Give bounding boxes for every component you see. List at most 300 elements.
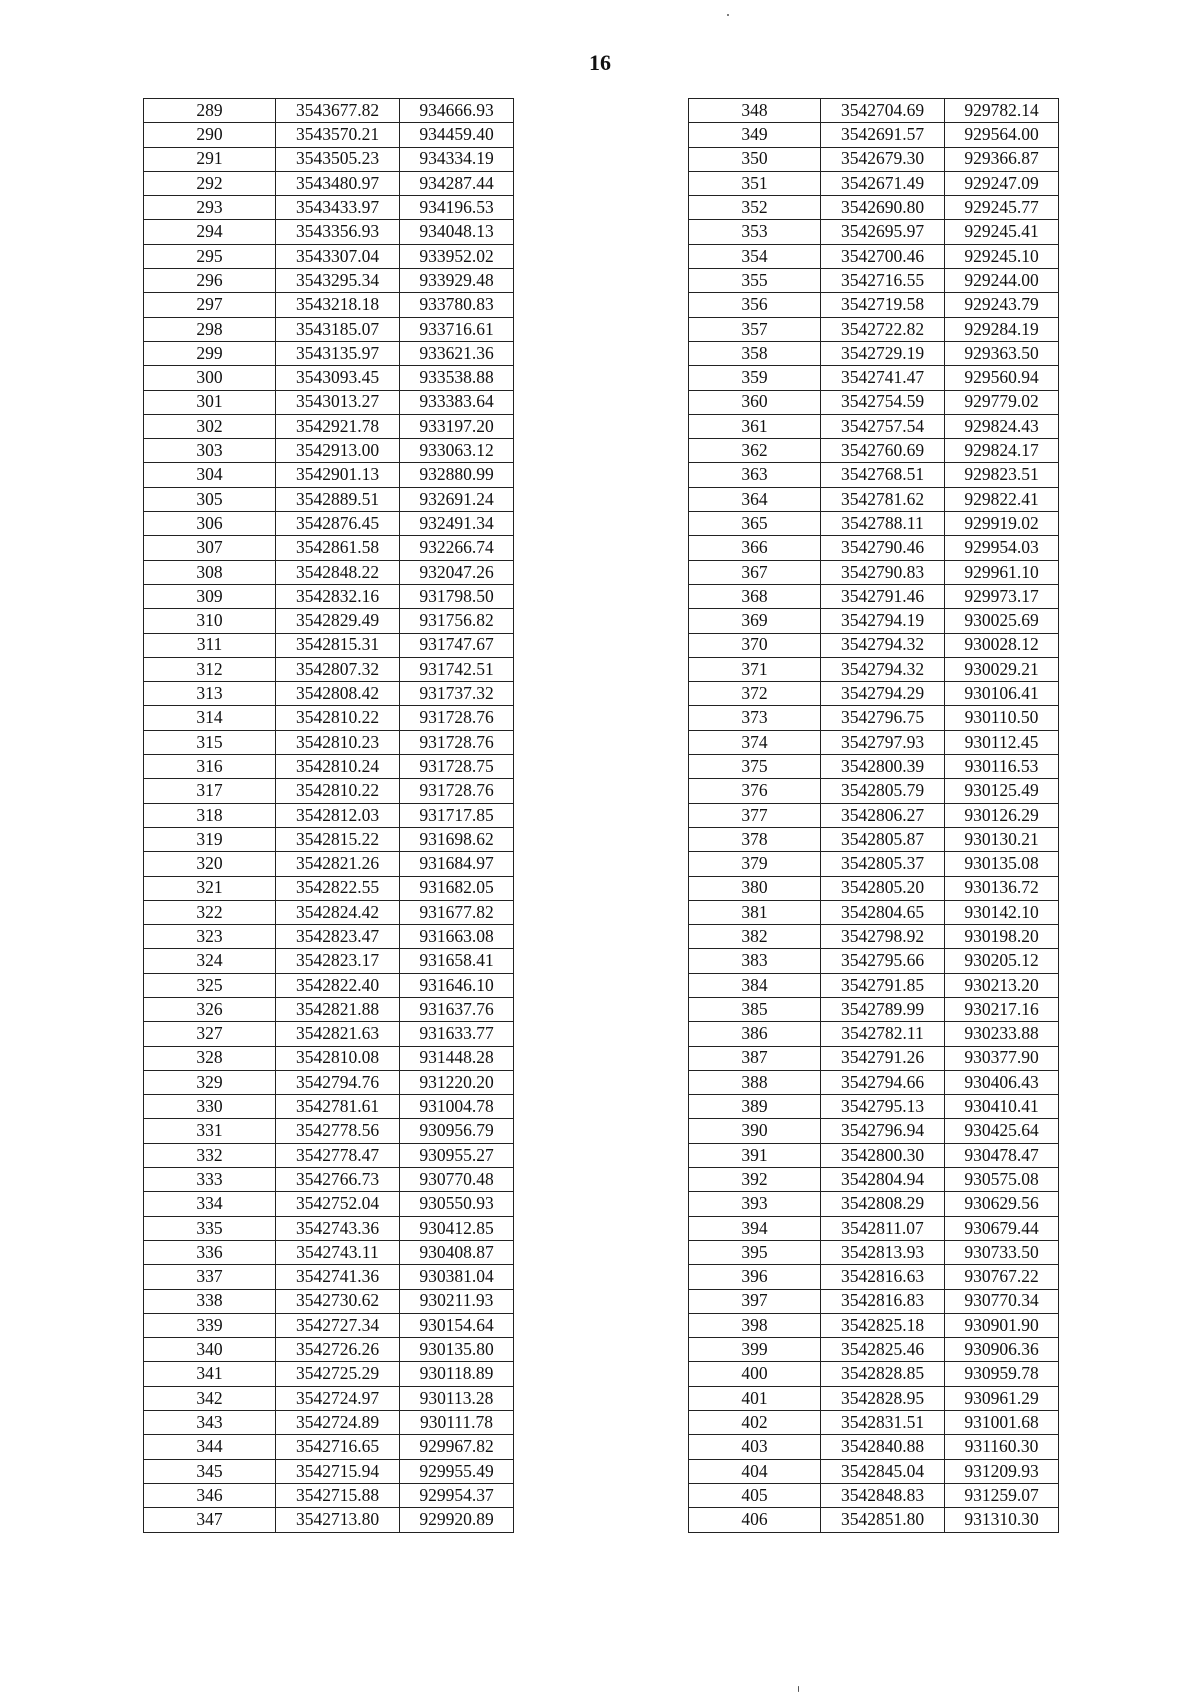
y-coordinate-cell: 931633.77 xyxy=(400,1022,514,1046)
x-coordinate-cell: 3542791.26 xyxy=(821,1046,945,1070)
y-coordinate-cell: 930901.90 xyxy=(945,1313,1059,1337)
y-coordinate-cell: 931728.76 xyxy=(400,706,514,730)
point-number-cell: 336 xyxy=(144,1240,276,1264)
table-row xyxy=(689,1192,1059,1216)
x-coordinate-cell: 3542716.65 xyxy=(276,1435,400,1459)
point-number-cell: 403 xyxy=(689,1435,821,1459)
point-number-cell: 337 xyxy=(144,1265,276,1289)
y-coordinate-cell: 933538.88 xyxy=(400,366,514,390)
point-number-cell: 389 xyxy=(689,1095,821,1119)
point-number-cell: 294 xyxy=(144,220,276,244)
x-coordinate-cell: 3542824.42 xyxy=(276,900,400,924)
table-row xyxy=(144,1289,514,1313)
point-number-cell: 293 xyxy=(144,196,276,220)
y-coordinate-cell: 930025.69 xyxy=(945,609,1059,633)
y-coordinate-cell: 930211.93 xyxy=(400,1289,514,1313)
table-row xyxy=(144,973,514,997)
point-number-cell: 351 xyxy=(689,171,821,195)
table-row xyxy=(144,463,514,487)
table-row xyxy=(689,876,1059,900)
x-coordinate-cell: 3542810.08 xyxy=(276,1046,400,1070)
x-coordinate-cell: 3542815.31 xyxy=(276,633,400,657)
table-row xyxy=(689,1459,1059,1483)
y-coordinate-cell: 930961.29 xyxy=(945,1386,1059,1410)
point-number-cell: 395 xyxy=(689,1240,821,1264)
x-coordinate-cell: 3542901.13 xyxy=(276,463,400,487)
y-coordinate-cell: 932491.34 xyxy=(400,512,514,536)
point-number-cell: 341 xyxy=(144,1362,276,1386)
y-coordinate-cell: 931698.62 xyxy=(400,827,514,851)
y-coordinate-cell: 931160.30 xyxy=(945,1435,1059,1459)
y-coordinate-cell: 930412.85 xyxy=(400,1216,514,1240)
table-row xyxy=(689,463,1059,487)
y-coordinate-cell: 933383.64 xyxy=(400,390,514,414)
y-coordinate-cell: 930408.87 xyxy=(400,1240,514,1264)
y-coordinate-cell: 929366.87 xyxy=(945,147,1059,171)
table-row xyxy=(689,1386,1059,1410)
y-coordinate-cell: 930154.64 xyxy=(400,1313,514,1337)
point-number-cell: 347 xyxy=(144,1508,276,1532)
x-coordinate-cell: 3542760.69 xyxy=(821,439,945,463)
table-row xyxy=(144,876,514,900)
table-row xyxy=(689,390,1059,414)
x-coordinate-cell: 3542805.37 xyxy=(821,852,945,876)
point-number-cell: 376 xyxy=(689,779,821,803)
x-coordinate-cell: 3542754.59 xyxy=(821,390,945,414)
point-number-cell: 345 xyxy=(144,1459,276,1483)
y-coordinate-cell: 930198.20 xyxy=(945,925,1059,949)
y-coordinate-cell: 930425.64 xyxy=(945,1119,1059,1143)
point-number-cell: 318 xyxy=(144,803,276,827)
point-number-cell: 327 xyxy=(144,1022,276,1046)
x-coordinate-cell: 3542791.46 xyxy=(821,584,945,608)
y-coordinate-cell: 930125.49 xyxy=(945,779,1059,803)
y-coordinate-cell: 930112.45 xyxy=(945,730,1059,754)
table-row xyxy=(689,852,1059,876)
point-number-cell: 311 xyxy=(144,633,276,657)
table-row xyxy=(689,1070,1059,1094)
x-coordinate-cell: 3542798.92 xyxy=(821,925,945,949)
table-row xyxy=(689,366,1059,390)
y-coordinate-cell: 930028.12 xyxy=(945,633,1059,657)
y-coordinate-cell: 932266.74 xyxy=(400,536,514,560)
y-coordinate-cell: 929247.09 xyxy=(945,171,1059,195)
x-coordinate-cell: 3542812.03 xyxy=(276,803,400,827)
y-coordinate-cell: 930135.08 xyxy=(945,852,1059,876)
point-number-cell: 310 xyxy=(144,609,276,633)
y-coordinate-cell: 933197.20 xyxy=(400,414,514,438)
table-row xyxy=(689,682,1059,706)
point-number-cell: 309 xyxy=(144,584,276,608)
x-coordinate-cell: 3542845.04 xyxy=(821,1459,945,1483)
point-number-cell: 400 xyxy=(689,1362,821,1386)
y-coordinate-cell: 931259.07 xyxy=(945,1483,1059,1507)
table-row xyxy=(689,99,1059,123)
y-coordinate-cell: 930213.20 xyxy=(945,973,1059,997)
point-number-cell: 289 xyxy=(144,99,276,123)
point-number-cell: 385 xyxy=(689,997,821,1021)
x-coordinate-cell: 3542823.47 xyxy=(276,925,400,949)
x-coordinate-cell: 3542726.26 xyxy=(276,1338,400,1362)
table-row xyxy=(144,99,514,123)
y-coordinate-cell: 933780.83 xyxy=(400,293,514,317)
table-row xyxy=(689,706,1059,730)
y-coordinate-cell: 933929.48 xyxy=(400,269,514,293)
table-row xyxy=(144,123,514,147)
table-row xyxy=(144,1338,514,1362)
x-coordinate-cell: 3542788.11 xyxy=(821,512,945,536)
x-coordinate-cell: 3542741.36 xyxy=(276,1265,400,1289)
table-row xyxy=(689,1046,1059,1070)
point-number-cell: 398 xyxy=(689,1313,821,1337)
y-coordinate-cell: 929779.02 xyxy=(945,390,1059,414)
table-row xyxy=(689,1411,1059,1435)
point-number-cell: 348 xyxy=(689,99,821,123)
y-coordinate-cell: 930770.34 xyxy=(945,1289,1059,1313)
y-coordinate-cell: 929920.89 xyxy=(400,1508,514,1532)
point-number-cell: 390 xyxy=(689,1119,821,1143)
x-coordinate-cell: 3542810.22 xyxy=(276,706,400,730)
table-row xyxy=(144,900,514,924)
x-coordinate-cell: 3542727.34 xyxy=(276,1313,400,1337)
table-row xyxy=(689,487,1059,511)
y-coordinate-cell: 929973.17 xyxy=(945,584,1059,608)
table-row xyxy=(144,949,514,973)
x-coordinate-cell: 3542825.18 xyxy=(821,1313,945,1337)
point-number-cell: 291 xyxy=(144,147,276,171)
x-coordinate-cell: 3542715.88 xyxy=(276,1483,400,1507)
y-coordinate-cell: 931448.28 xyxy=(400,1046,514,1070)
x-coordinate-cell: 3543480.97 xyxy=(276,171,400,195)
y-coordinate-cell: 934334.19 xyxy=(400,147,514,171)
point-number-cell: 332 xyxy=(144,1143,276,1167)
table-row xyxy=(144,1070,514,1094)
table-row xyxy=(144,220,514,244)
table-row xyxy=(144,1022,514,1046)
point-number-cell: 361 xyxy=(689,414,821,438)
y-coordinate-cell: 934459.40 xyxy=(400,123,514,147)
x-coordinate-cell: 3542781.62 xyxy=(821,487,945,511)
x-coordinate-cell: 3542804.94 xyxy=(821,1168,945,1192)
point-number-cell: 380 xyxy=(689,876,821,900)
x-coordinate-cell: 3542804.65 xyxy=(821,900,945,924)
page-number: 16 xyxy=(589,50,611,75)
x-coordinate-cell: 3542813.93 xyxy=(821,1240,945,1264)
y-coordinate-cell: 930205.12 xyxy=(945,949,1059,973)
x-coordinate-cell: 3542790.83 xyxy=(821,560,945,584)
x-coordinate-cell: 3542810.23 xyxy=(276,730,400,754)
x-coordinate-cell: 3542848.22 xyxy=(276,560,400,584)
x-coordinate-cell: 3542695.97 xyxy=(821,220,945,244)
table-row xyxy=(689,1338,1059,1362)
point-number-cell: 297 xyxy=(144,293,276,317)
point-number-cell: 296 xyxy=(144,269,276,293)
table-row xyxy=(689,1143,1059,1167)
y-coordinate-cell: 931742.51 xyxy=(400,657,514,681)
x-coordinate-cell: 3542795.66 xyxy=(821,949,945,973)
y-coordinate-cell: 930410.41 xyxy=(945,1095,1059,1119)
x-coordinate-cell: 3542725.29 xyxy=(276,1362,400,1386)
y-coordinate-cell: 929560.94 xyxy=(945,366,1059,390)
table-row xyxy=(144,1119,514,1143)
y-coordinate-cell: 933621.36 xyxy=(400,341,514,365)
table-row xyxy=(689,220,1059,244)
table-row xyxy=(144,584,514,608)
y-coordinate-cell: 929245.41 xyxy=(945,220,1059,244)
point-number-cell: 299 xyxy=(144,341,276,365)
x-coordinate-cell: 3542794.32 xyxy=(821,633,945,657)
y-coordinate-cell: 929822.41 xyxy=(945,487,1059,511)
x-coordinate-cell: 3542825.46 xyxy=(821,1338,945,1362)
point-number-cell: 392 xyxy=(689,1168,821,1192)
table-row xyxy=(689,1362,1059,1386)
table-row xyxy=(689,1435,1059,1459)
x-coordinate-cell: 3542805.87 xyxy=(821,827,945,851)
y-coordinate-cell: 931637.76 xyxy=(400,997,514,1021)
y-coordinate-cell: 929363.50 xyxy=(945,341,1059,365)
point-number-cell: 325 xyxy=(144,973,276,997)
y-coordinate-cell: 930233.88 xyxy=(945,1022,1059,1046)
x-coordinate-cell: 3542794.32 xyxy=(821,657,945,681)
point-number-cell: 321 xyxy=(144,876,276,900)
x-coordinate-cell: 3542831.51 xyxy=(821,1411,945,1435)
y-coordinate-cell: 934287.44 xyxy=(400,171,514,195)
point-number-cell: 308 xyxy=(144,560,276,584)
point-number-cell: 342 xyxy=(144,1386,276,1410)
x-coordinate-cell: 3542876.45 xyxy=(276,512,400,536)
x-coordinate-cell: 3542794.76 xyxy=(276,1070,400,1094)
x-coordinate-cell: 3542821.88 xyxy=(276,997,400,1021)
table-row xyxy=(689,1483,1059,1507)
x-coordinate-cell: 3542822.55 xyxy=(276,876,400,900)
table-row xyxy=(689,925,1059,949)
x-coordinate-cell: 3542796.75 xyxy=(821,706,945,730)
x-coordinate-cell: 3542811.07 xyxy=(821,1216,945,1240)
point-number-cell: 333 xyxy=(144,1168,276,1192)
x-coordinate-cell: 3542778.47 xyxy=(276,1143,400,1167)
x-coordinate-cell: 3542730.62 xyxy=(276,1289,400,1313)
x-coordinate-cell: 3542724.97 xyxy=(276,1386,400,1410)
table-row xyxy=(144,1362,514,1386)
y-coordinate-cell: 929245.10 xyxy=(945,244,1059,268)
y-coordinate-cell: 931717.85 xyxy=(400,803,514,827)
table-row xyxy=(689,1119,1059,1143)
point-number-cell: 339 xyxy=(144,1313,276,1337)
y-coordinate-cell: 931646.10 xyxy=(400,973,514,997)
x-coordinate-cell: 3542805.79 xyxy=(821,779,945,803)
x-coordinate-cell: 3542796.94 xyxy=(821,1119,945,1143)
y-coordinate-cell: 934666.93 xyxy=(400,99,514,123)
point-number-cell: 331 xyxy=(144,1119,276,1143)
table-row xyxy=(144,633,514,657)
point-number-cell: 340 xyxy=(144,1338,276,1362)
y-coordinate-cell: 929954.37 xyxy=(400,1483,514,1507)
x-coordinate-cell: 3542778.56 xyxy=(276,1119,400,1143)
table-row xyxy=(144,706,514,730)
point-number-cell: 371 xyxy=(689,657,821,681)
point-number-cell: 350 xyxy=(689,147,821,171)
table-row xyxy=(689,1313,1059,1337)
table-row xyxy=(144,609,514,633)
table-row xyxy=(144,1216,514,1240)
y-coordinate-cell: 930733.50 xyxy=(945,1240,1059,1264)
point-number-cell: 379 xyxy=(689,852,821,876)
y-coordinate-cell: 929564.00 xyxy=(945,123,1059,147)
table-row xyxy=(144,997,514,1021)
table-row xyxy=(144,1411,514,1435)
y-coordinate-cell: 930130.21 xyxy=(945,827,1059,851)
x-coordinate-cell: 3542716.55 xyxy=(821,269,945,293)
point-number-cell: 394 xyxy=(689,1216,821,1240)
x-coordinate-cell: 3542832.16 xyxy=(276,584,400,608)
y-coordinate-cell: 933063.12 xyxy=(400,439,514,463)
x-coordinate-cell: 3543356.93 xyxy=(276,220,400,244)
y-coordinate-cell: 929824.43 xyxy=(945,414,1059,438)
y-coordinate-cell: 931747.67 xyxy=(400,633,514,657)
x-coordinate-cell: 3542679.30 xyxy=(821,147,945,171)
point-number-cell: 375 xyxy=(689,755,821,779)
table-row xyxy=(689,196,1059,220)
table-row xyxy=(689,1508,1059,1532)
y-coordinate-cell: 929284.19 xyxy=(945,317,1059,341)
point-number-cell: 356 xyxy=(689,293,821,317)
y-coordinate-cell: 931209.93 xyxy=(945,1459,1059,1483)
table-row xyxy=(144,171,514,195)
x-coordinate-cell: 3542810.22 xyxy=(276,779,400,803)
x-coordinate-cell: 3542789.99 xyxy=(821,997,945,1021)
point-number-cell: 397 xyxy=(689,1289,821,1313)
table-row xyxy=(144,269,514,293)
point-number-cell: 330 xyxy=(144,1095,276,1119)
table-row xyxy=(689,730,1059,754)
x-coordinate-cell: 3542795.13 xyxy=(821,1095,945,1119)
table-row xyxy=(144,852,514,876)
x-coordinate-cell: 3542806.27 xyxy=(821,803,945,827)
x-coordinate-cell: 3542743.11 xyxy=(276,1240,400,1264)
x-coordinate-cell: 3542851.80 xyxy=(821,1508,945,1532)
point-number-cell: 404 xyxy=(689,1459,821,1483)
y-coordinate-cell: 931728.76 xyxy=(400,779,514,803)
y-coordinate-cell: 930126.29 xyxy=(945,803,1059,827)
point-number-cell: 320 xyxy=(144,852,276,876)
y-coordinate-cell: 930111.78 xyxy=(400,1411,514,1435)
point-number-cell: 382 xyxy=(689,925,821,949)
x-coordinate-cell: 3542781.61 xyxy=(276,1095,400,1119)
x-coordinate-cell: 3543307.04 xyxy=(276,244,400,268)
x-coordinate-cell: 3542805.20 xyxy=(821,876,945,900)
point-number-cell: 317 xyxy=(144,779,276,803)
y-coordinate-cell: 932880.99 xyxy=(400,463,514,487)
point-number-cell: 322 xyxy=(144,900,276,924)
y-coordinate-cell: 934196.53 xyxy=(400,196,514,220)
table-row xyxy=(689,609,1059,633)
y-coordinate-cell: 929919.02 xyxy=(945,512,1059,536)
point-number-cell: 335 xyxy=(144,1216,276,1240)
table-row xyxy=(689,414,1059,438)
point-number-cell: 328 xyxy=(144,1046,276,1070)
y-coordinate-cell: 931310.30 xyxy=(945,1508,1059,1532)
y-coordinate-cell: 931001.68 xyxy=(945,1411,1059,1435)
y-coordinate-cell: 930955.27 xyxy=(400,1143,514,1167)
table-row xyxy=(689,755,1059,779)
x-coordinate-cell: 3542722.82 xyxy=(821,317,945,341)
table-row xyxy=(689,536,1059,560)
y-coordinate-cell: 930767.22 xyxy=(945,1265,1059,1289)
table-row xyxy=(689,900,1059,924)
point-number-cell: 306 xyxy=(144,512,276,536)
x-coordinate-cell: 3543218.18 xyxy=(276,293,400,317)
y-coordinate-cell: 930136.72 xyxy=(945,876,1059,900)
table-row xyxy=(144,1313,514,1337)
y-coordinate-cell: 929961.10 xyxy=(945,560,1059,584)
x-coordinate-cell: 3542671.49 xyxy=(821,171,945,195)
table-row xyxy=(144,925,514,949)
y-coordinate-cell: 931677.82 xyxy=(400,900,514,924)
point-number-cell: 304 xyxy=(144,463,276,487)
table-row xyxy=(144,1168,514,1192)
table-row xyxy=(144,536,514,560)
x-coordinate-cell: 3542757.54 xyxy=(821,414,945,438)
point-number-cell: 370 xyxy=(689,633,821,657)
y-coordinate-cell: 929954.03 xyxy=(945,536,1059,560)
table-row xyxy=(144,1483,514,1507)
table-row xyxy=(144,439,514,463)
point-number-cell: 349 xyxy=(689,123,821,147)
x-coordinate-cell: 3542794.66 xyxy=(821,1070,945,1094)
x-coordinate-cell: 3542913.00 xyxy=(276,439,400,463)
table-row xyxy=(144,1386,514,1410)
point-number-cell: 298 xyxy=(144,317,276,341)
point-number-cell: 365 xyxy=(689,512,821,536)
x-coordinate-cell: 3543677.82 xyxy=(276,99,400,123)
coordinates-table-right xyxy=(688,98,1059,1533)
y-coordinate-cell: 930106.41 xyxy=(945,682,1059,706)
point-number-cell: 378 xyxy=(689,827,821,851)
table-row xyxy=(689,827,1059,851)
point-number-cell: 386 xyxy=(689,1022,821,1046)
table-row xyxy=(144,657,514,681)
point-number-cell: 396 xyxy=(689,1265,821,1289)
table-row xyxy=(144,147,514,171)
table-row xyxy=(689,147,1059,171)
point-number-cell: 372 xyxy=(689,682,821,706)
point-number-cell: 302 xyxy=(144,414,276,438)
y-coordinate-cell: 930135.80 xyxy=(400,1338,514,1362)
x-coordinate-cell: 3542828.95 xyxy=(821,1386,945,1410)
table-row xyxy=(144,196,514,220)
point-number-cell: 334 xyxy=(144,1192,276,1216)
x-coordinate-cell: 3542766.73 xyxy=(276,1168,400,1192)
point-number-cell: 393 xyxy=(689,1192,821,1216)
point-number-cell: 307 xyxy=(144,536,276,560)
point-number-cell: 353 xyxy=(689,220,821,244)
table-row xyxy=(689,657,1059,681)
y-coordinate-cell: 930478.47 xyxy=(945,1143,1059,1167)
point-number-cell: 316 xyxy=(144,755,276,779)
y-coordinate-cell: 933952.02 xyxy=(400,244,514,268)
table-row xyxy=(689,293,1059,317)
y-coordinate-cell: 930550.93 xyxy=(400,1192,514,1216)
x-coordinate-cell: 3542829.49 xyxy=(276,609,400,633)
table-row xyxy=(144,1508,514,1532)
table-row xyxy=(689,512,1059,536)
x-coordinate-cell: 3542848.83 xyxy=(821,1483,945,1507)
table-row xyxy=(144,341,514,365)
x-coordinate-cell: 3542719.58 xyxy=(821,293,945,317)
y-coordinate-cell: 929955.49 xyxy=(400,1459,514,1483)
table-row xyxy=(144,1265,514,1289)
coordinates-table-right-body xyxy=(689,99,1059,1533)
